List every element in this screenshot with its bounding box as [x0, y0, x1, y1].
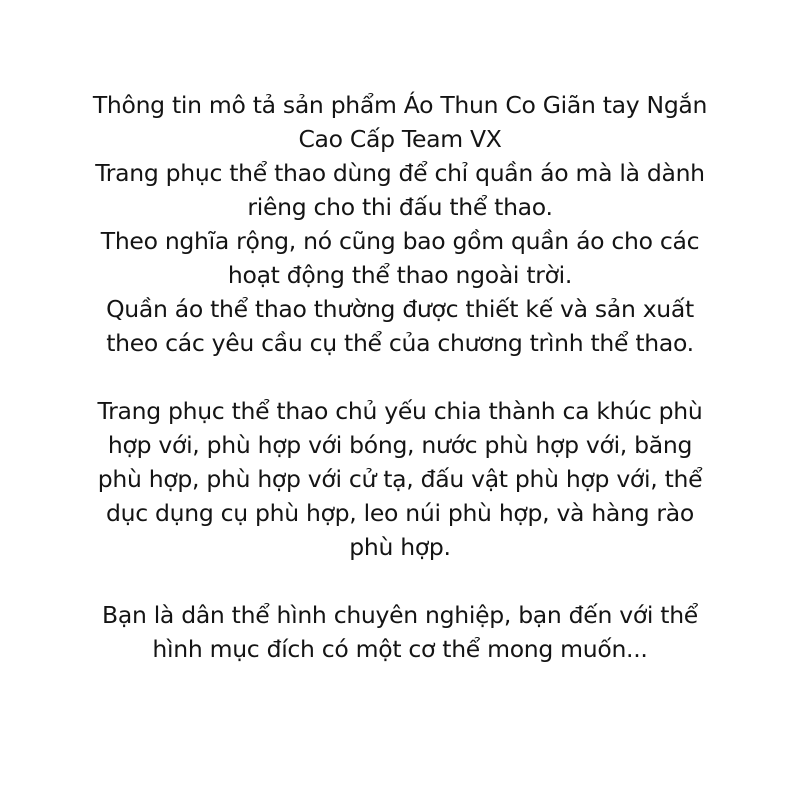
text-line: Theo nghĩa rộng, nó cũng bao gồm quần áo cho các	[100, 227, 700, 255]
paragraph-intro	[50, 88, 750, 360]
text-line: hợp với, phù hợp với bóng, nước phù hợp với, băng	[107, 431, 693, 459]
paragraph-closing	[50, 598, 750, 666]
product-description	[0, 88, 800, 700]
text-line: hoạt động thể thao ngoài trời.	[227, 261, 573, 289]
paragraph-categories	[50, 394, 750, 564]
text-line: riêng cho thi đấu thể thao.	[247, 193, 553, 221]
text-line: Trang phục thể thao dùng để chỉ quần áo mà là dành	[95, 159, 705, 187]
text-line: Quần áo thể thao thường được thiết kế và sản xuất	[106, 295, 694, 323]
text-line: Trang phục thể thao chủ yếu chia thành ca khúc phù	[97, 397, 703, 425]
text-line: phù hợp.	[349, 533, 451, 561]
text-line: Bạn là dân thể hình chuyên nghiệp, bạn đến với thể	[102, 601, 698, 629]
text-line: theo các yêu cầu cụ thể của chương trình thể thao.	[106, 329, 694, 357]
text-line: Cao Cấp Team VX	[298, 125, 502, 153]
text-line: Thông tin mô tả sản phẩm Áo Thun Co Giãn tay Ngắn	[92, 91, 708, 119]
text-line: hình mục đích có một cơ thể mong muốn...	[152, 635, 648, 663]
text-line: dục dụng cụ phù hợp, leo núi phù hợp, và hàng rào	[106, 499, 694, 527]
text-line: phù hợp, phù hợp với cử tạ, đấu vật phù hợp với, thể	[97, 465, 703, 493]
